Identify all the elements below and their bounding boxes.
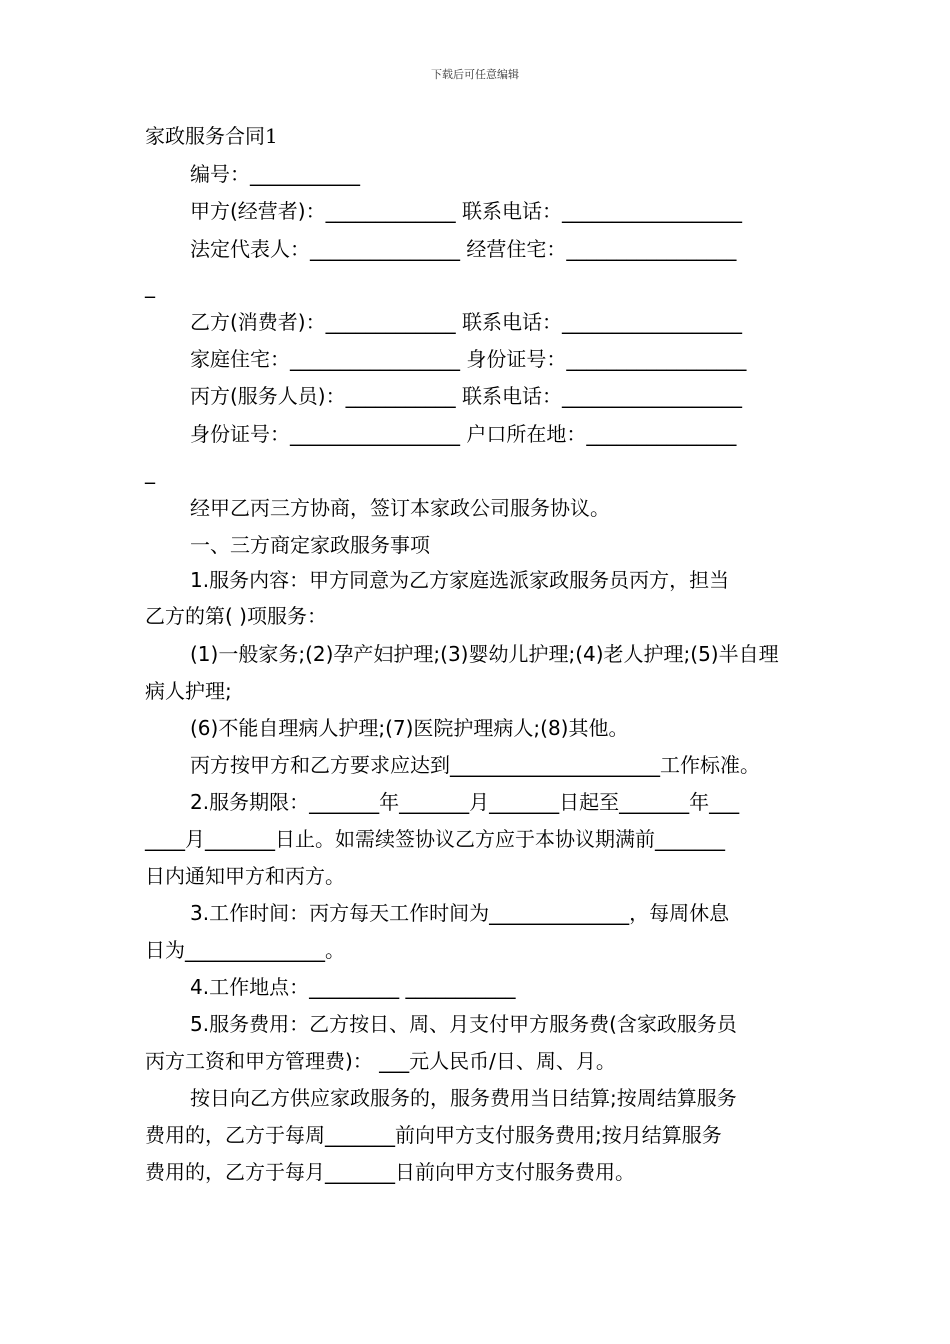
clause-3-line: 3.工作时间：丙方每天工作时间为______________，每周休息 — [190, 901, 730, 925]
contract-number-line: 编号：___________ — [190, 162, 360, 186]
party-c-line: 丙方(服务人员)：___________ 联系电话：__________________ — [190, 384, 742, 408]
agreement-intro: 经甲乙丙三方协商，签订本家政公司服务协议。 — [190, 496, 610, 520]
clause-5-line: 5.服务费用：乙方按日、周、月支付甲方服务费(含家政服务员 — [190, 1012, 737, 1036]
clause-4-line: 4.工作地点：_________ ___________ — [190, 975, 516, 999]
clause-2-line: ____月_______日止。如需续签协议乙方应于本协议期满前_______ — [145, 827, 725, 851]
legal-rep-line: 法定代表人：_______________ 经营住宅：_________________ — [190, 237, 737, 261]
section-heading: 一、三方商定家政服务事项 — [190, 533, 430, 557]
continuation-line: _ — [145, 460, 155, 484]
clause-3-line: 日为______________。 — [145, 938, 345, 962]
service-options-line: (6)不能自理病人护理;(7)医院护理病人;(8)其他。 — [190, 716, 629, 740]
clause-1-line: 1.服务内容：甲方同意为乙方家庭选派家政服务员丙方，担当 — [190, 568, 730, 592]
settlement-line: 费用的，乙方于每周_______前向甲方支付服务费用;按月结算服务 — [145, 1123, 722, 1147]
service-options-line: 病人护理; — [145, 679, 232, 703]
settlement-line: 费用的，乙方于每月_______日前向甲方支付服务费用。 — [145, 1160, 635, 1184]
party-b-line: 乙方(消费者)：_____________ 联系电话：__________________ — [190, 310, 742, 334]
service-options-line: (1)一般家务;(2)孕产妇护理;(3)婴幼儿护理;(4)老人护理;(5)半自理 — [190, 642, 779, 666]
home-address-line: 家庭住宅：_________________ 身份证号：__________________ — [190, 347, 747, 371]
clause-2-line: 2.服务期限：_______年_______月_______日起至_______年___ — [190, 790, 740, 814]
party-a-line: 甲方(经营者)：_____________ 联系电话：__________________ — [190, 199, 742, 223]
settlement-line: 按日向乙方供应家政服务的，服务费用当日结算;按周结算服务 — [190, 1086, 737, 1110]
clause-1-line: 乙方的第( )项服务： — [145, 604, 327, 628]
continuation-line: _ — [145, 274, 155, 298]
clause-5-line: 丙方工资和甲方管理费)： ___元人民币/日、周、月。 — [145, 1049, 616, 1073]
header-note: 下载后可任意编辑 — [431, 68, 519, 81]
clause-2-line: 日内通知甲方和丙方。 — [145, 864, 345, 888]
work-standard-line: 丙方按甲方和乙方要求应达到_____________________工作标准。 — [190, 753, 760, 777]
id-household-line: 身份证号：_________________ 户口所在地：_______________ — [190, 422, 737, 446]
document-title: 家政服务合同1 — [145, 124, 278, 148]
